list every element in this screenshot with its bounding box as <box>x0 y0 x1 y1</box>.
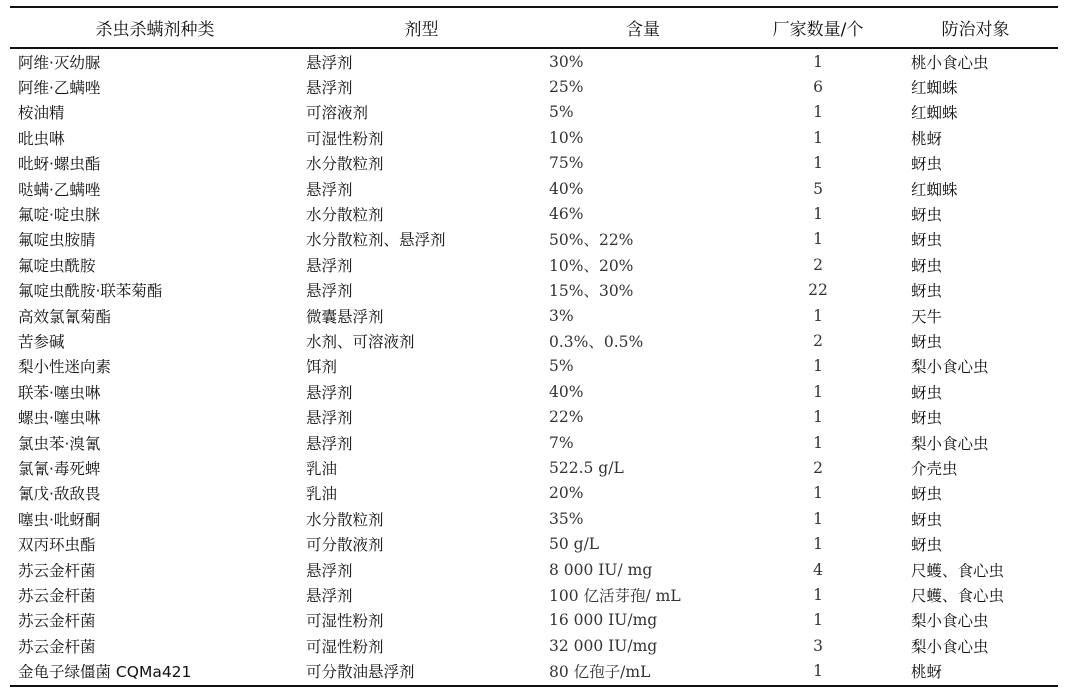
cell-content: 40% <box>549 179 584 198</box>
cell-name: 氯虫苯·溴氰 <box>18 434 101 453</box>
bottom-rule <box>10 685 1058 687</box>
cell-name: 吡虫啉 <box>18 129 65 148</box>
cell-count: 1 <box>813 205 823 224</box>
cell-target: 蚜虫 <box>911 409 943 428</box>
cell-target: 介壳虫 <box>911 459 958 478</box>
cell-form: 悬浮剂 <box>306 434 353 453</box>
cell-form: 悬浮剂 <box>306 282 353 301</box>
header-count: 厂家数量/个 <box>772 20 864 40</box>
table-row <box>10 506 1058 531</box>
cell-form: 水分散粒剂 <box>306 206 384 225</box>
table-row <box>10 49 1058 74</box>
cell-form: 悬浮剂 <box>306 256 353 275</box>
cell-content: 5% <box>549 103 574 122</box>
cell-content: 50%、22% <box>549 231 634 250</box>
cell-form: 水分散粒剂、悬浮剂 <box>306 231 446 250</box>
cell-content: 7% <box>549 433 574 452</box>
cell-count: 1 <box>813 357 823 376</box>
cell-name: 氰戊·敌敌畏 <box>18 485 101 504</box>
cell-form: 悬浮剂 <box>306 409 353 428</box>
table-row <box>10 201 1058 226</box>
cell-name: 氟啶·啶虫脒 <box>18 206 101 225</box>
cell-content: 25% <box>549 78 584 97</box>
cell-content: 40% <box>549 382 584 401</box>
cell-content: 10%、20% <box>549 256 634 275</box>
table-row <box>10 557 1058 582</box>
cell-form: 可溶液剂 <box>306 104 369 123</box>
cell-target: 梨小食心虫 <box>911 434 989 453</box>
cell-target: 尺蠖、食心虫 <box>911 561 1005 580</box>
cell-name: 阿维·乙螨唑 <box>18 79 101 98</box>
cell-count: 1 <box>813 230 823 249</box>
cell-target: 蚜虫 <box>911 536 943 555</box>
cell-form: 饵剂 <box>306 358 338 377</box>
cell-count: 1 <box>813 382 823 401</box>
table-row <box>10 328 1058 353</box>
table-row <box>10 303 1058 328</box>
cell-name: 梨小性迷向素 <box>18 358 112 377</box>
cell-form: 可分散液剂 <box>306 536 384 555</box>
cell-form: 悬浮剂 <box>306 79 353 98</box>
cell-form: 可湿性粉剂 <box>306 612 384 631</box>
cell-target: 天牛 <box>911 307 943 326</box>
cell-target: 蚜虫 <box>911 383 943 402</box>
cell-name: 螺虫·噻虫啉 <box>18 409 101 428</box>
cell-target: 蚜虫 <box>911 231 943 250</box>
table-row <box>10 633 1058 658</box>
cell-count: 1 <box>813 103 823 122</box>
cell-count: 2 <box>813 255 823 274</box>
cell-form: 微囊悬浮剂 <box>306 307 384 326</box>
table-row <box>10 227 1058 252</box>
cell-name: 苏云金杆菌 <box>18 586 96 605</box>
table-row <box>10 582 1058 607</box>
cell-form: 可湿性粉剂 <box>306 637 384 656</box>
cell-form: 水分散粒剂 <box>306 155 384 174</box>
cell-count: 1 <box>813 154 823 173</box>
table-row <box>10 608 1058 633</box>
table-row <box>10 125 1058 150</box>
cell-target: 梨小食心虫 <box>911 637 989 656</box>
cell-form: 乳油 <box>306 459 338 478</box>
table-row <box>10 404 1058 429</box>
cell-target: 蚜虫 <box>911 332 943 351</box>
cell-count: 1 <box>813 408 823 427</box>
header-form: 剂型 <box>404 20 439 40</box>
table-row <box>10 176 1058 201</box>
cell-name: 高效氯氰菊酯 <box>18 307 112 326</box>
cell-target: 红蜘蛛 <box>911 104 958 123</box>
header-target: 防治对象 <box>941 20 1010 40</box>
cell-form: 悬浮剂 <box>306 180 353 199</box>
cell-target: 蚜虫 <box>911 485 943 504</box>
cell-target: 蚜虫 <box>911 206 943 225</box>
cell-name: 阿维·灭幼脲 <box>18 53 101 72</box>
cell-name: 氟啶虫酰胺·联苯菊酯 <box>18 282 163 301</box>
cell-name: 氟啶虫胺腈 <box>18 231 96 250</box>
cell-count: 3 <box>813 636 823 655</box>
table-row <box>10 531 1058 556</box>
table-row <box>10 379 1058 404</box>
cell-target: 红蜘蛛 <box>911 180 958 199</box>
cell-count: 5 <box>813 179 823 198</box>
cell-name: 桉油精 <box>18 104 65 123</box>
cell-name: 氟啶虫酰胺 <box>18 256 96 275</box>
cell-count: 2 <box>813 331 823 350</box>
cell-name: 吡蚜·螺虫酯 <box>18 155 101 174</box>
cell-form: 悬浮剂 <box>306 561 353 580</box>
table-header <box>10 8 1058 47</box>
cell-form: 可湿性粉剂 <box>306 129 384 148</box>
table-body <box>10 47 1058 684</box>
cell-content: 3% <box>549 306 574 325</box>
cell-form: 水剂、可溶液剂 <box>306 332 415 351</box>
cell-target: 蚜虫 <box>911 155 943 174</box>
header-row <box>10 8 1058 47</box>
cell-target: 蚜虫 <box>911 510 943 529</box>
cell-target: 梨小食心虫 <box>911 612 989 631</box>
cell-target: 桃蚜 <box>911 663 943 682</box>
cell-count: 1 <box>813 52 823 71</box>
table-row <box>10 100 1058 125</box>
cell-count: 1 <box>813 509 823 528</box>
cell-count: 1 <box>813 585 823 604</box>
cell-content: 16 000 IU/mg <box>549 611 658 630</box>
table-row <box>10 278 1058 303</box>
cell-content: 32 000 IU/mg <box>549 636 658 655</box>
cell-name: 苏云金杆菌 <box>18 612 96 631</box>
cell-content: 35% <box>549 509 584 528</box>
cell-content: 50 g/L <box>549 535 600 554</box>
cell-name: 哒螨·乙螨唑 <box>18 180 101 199</box>
cell-content: 15%、30% <box>549 282 634 301</box>
cell-target: 蚜虫 <box>911 256 943 275</box>
cell-count: 2 <box>813 458 823 477</box>
cell-form: 悬浮剂 <box>306 383 353 402</box>
cell-content: 75% <box>549 154 584 173</box>
cell-target: 桃小食心虫 <box>911 53 989 72</box>
cell-count: 1 <box>813 611 823 630</box>
header-name: 杀虫杀螨剂种类 <box>95 20 215 40</box>
cell-count: 22 <box>808 281 828 300</box>
cell-content: 522.5 g/L <box>549 458 624 477</box>
cell-form: 悬浮剂 <box>306 586 353 605</box>
table-row <box>10 252 1058 277</box>
cell-target: 红蜘蛛 <box>911 79 958 98</box>
table-row <box>10 354 1058 379</box>
pesticide-table <box>10 8 1058 684</box>
cell-content: 0.3%、0.5% <box>549 332 644 351</box>
cell-content: 100 亿活芽孢/ mL <box>549 586 681 605</box>
cell-content: 46% <box>549 205 584 224</box>
cell-count: 4 <box>813 560 823 579</box>
cell-content: 22% <box>549 408 584 427</box>
table-row <box>10 430 1058 455</box>
cell-count: 1 <box>813 535 823 554</box>
cell-target: 尺蠖、食心虫 <box>911 586 1005 605</box>
cell-form: 可分散油悬浮剂 <box>306 663 415 682</box>
cell-form: 水分散粒剂 <box>306 510 384 529</box>
cell-name: 氯氰·毒死蜱 <box>18 459 101 478</box>
cell-form: 悬浮剂 <box>306 53 353 72</box>
cell-content: 30% <box>549 52 584 71</box>
cell-count: 6 <box>813 78 823 97</box>
cell-count: 1 <box>813 433 823 452</box>
cell-name: 苏云金杆菌 <box>18 561 96 580</box>
cell-content: 5% <box>549 357 574 376</box>
table-row <box>10 74 1058 99</box>
cell-name: 金龟子绿僵菌 CQMa421 <box>18 663 192 682</box>
cell-target: 蚜虫 <box>911 282 943 301</box>
cell-name: 双丙环虫酯 <box>18 536 96 555</box>
cell-count: 1 <box>813 662 823 681</box>
cell-content: 10% <box>549 128 584 147</box>
cell-content: 8 000 IU/ mg <box>549 560 653 579</box>
cell-target: 梨小食心虫 <box>911 358 989 377</box>
cell-target: 桃蚜 <box>911 129 943 148</box>
table-row <box>10 151 1058 176</box>
header-content: 含量 <box>626 20 660 40</box>
cell-content: 20% <box>549 484 584 503</box>
cell-count: 1 <box>813 484 823 503</box>
cell-form: 乳油 <box>306 485 338 504</box>
table-row <box>10 455 1058 480</box>
cell-count: 1 <box>813 128 823 147</box>
table-row <box>10 481 1058 506</box>
cell-name: 苏云金杆菌 <box>18 637 96 656</box>
cell-name: 噻虫·吡蚜酮 <box>18 510 101 529</box>
cell-content: 80 亿孢子/mL <box>549 663 651 682</box>
cell-name: 苦参碱 <box>18 332 65 351</box>
cell-name: 联苯·噻虫啉 <box>18 383 101 402</box>
cell-count: 1 <box>813 306 823 325</box>
table-row <box>10 658 1058 683</box>
